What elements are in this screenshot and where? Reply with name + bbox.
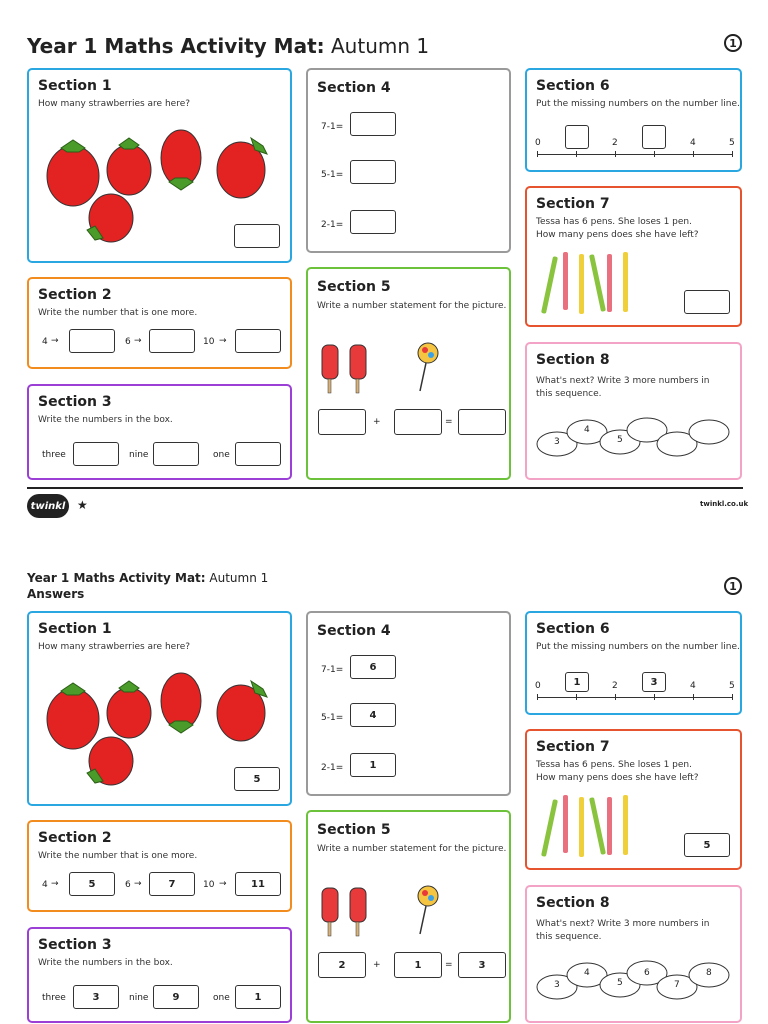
section6-title: Section 6 — [536, 621, 610, 637]
section3-answer-box[interactable] — [153, 442, 199, 466]
section7-question-line1: Tessa has 6 pens. She loses 1 pen. — [536, 217, 692, 227]
number-line-answer-box[interactable] — [565, 125, 589, 149]
number-line-label: 4 — [690, 138, 696, 148]
strawberry-icon — [217, 138, 267, 198]
pen-icon — [607, 254, 612, 312]
section7-question-line2: How many pens does she have left? — [536, 230, 699, 240]
section1-answer-box[interactable] — [234, 224, 280, 248]
ice-lolly-icon — [320, 884, 440, 944]
number-line — [537, 154, 733, 155]
number-line-answer: 1 — [565, 672, 589, 692]
section7-question-line1: Tessa has 6 pens. She loses 1 pen. — [536, 760, 692, 770]
pen-icon — [541, 256, 558, 314]
section2-question: Write the number that is one more. — [38, 851, 198, 861]
section3-title: Section 3 — [38, 394, 112, 410]
section8-title: Section 8 — [536, 895, 610, 911]
page-number-badge: 1 — [724, 34, 742, 52]
plus-sign: + — [373, 960, 381, 970]
pen-icon — [623, 252, 628, 312]
footer-url[interactable]: twinkl.co.uk — [700, 500, 749, 508]
section5-answer: 2 — [318, 952, 366, 978]
section5-title: Section 5 — [317, 279, 391, 295]
section3-answer: 1 — [235, 985, 281, 1009]
section3-word: one — [213, 993, 230, 1003]
sequence-number: 5 — [617, 978, 623, 988]
section1-title: Section 1 — [38, 621, 112, 637]
section2-number: 4 — [42, 337, 48, 347]
strawberry-icon — [107, 681, 151, 738]
pen-icon — [589, 797, 606, 855]
footer-divider — [27, 487, 743, 489]
number-line-label: 2 — [612, 681, 618, 691]
section2-title: Section 2 — [38, 830, 112, 846]
strawberry-icon — [107, 138, 151, 195]
strawberry-icon — [161, 130, 201, 190]
equals-sign: = — [445, 960, 453, 970]
section1-question: How many strawberries are here? — [38, 99, 191, 109]
section7-title: Section 7 — [536, 196, 610, 212]
section4-answer: 4 — [350, 703, 396, 727]
section4-title: Section 4 — [317, 80, 391, 96]
sequence-number: 4 — [584, 968, 590, 978]
section8-question — [536, 375, 710, 401]
pen-icon — [607, 797, 612, 855]
answers-section5-card — [306, 810, 511, 1023]
strawberry-icon — [47, 683, 99, 749]
section6-question: Put the missing numbers on the number line. — [536, 642, 740, 652]
section2-question: Write the number that is one more. — [38, 308, 198, 318]
section2-number: 10 — [203, 880, 215, 890]
strawberry-icon — [87, 194, 133, 242]
section3-answer: 9 — [153, 985, 199, 1009]
answers-page-number-badge: 1 — [724, 577, 742, 595]
answers-section8-card — [525, 885, 742, 1023]
answers-subtitle: Answers — [27, 587, 85, 601]
section1-title: Section 1 — [38, 78, 112, 94]
arrow-icon: → — [219, 879, 227, 889]
strawberry-icon — [87, 737, 133, 785]
section7-title: Section 7 — [536, 739, 610, 755]
section8-card — [525, 342, 742, 480]
section3-title: Section 3 — [38, 937, 112, 953]
section3-word: nine — [129, 450, 149, 460]
section2-number: 6 — [125, 880, 131, 890]
pen-icon — [541, 799, 558, 857]
section3-answer-box[interactable] — [73, 442, 119, 466]
answers-section7-card — [525, 729, 742, 870]
section2-number: 6 — [125, 337, 131, 347]
section6-card — [525, 68, 742, 172]
number-line-answer-box[interactable] — [642, 125, 666, 149]
mat-title-rest: Autumn 1 — [324, 34, 430, 58]
arrow-icon: → — [134, 336, 142, 346]
section8-question — [536, 918, 710, 944]
section4-card — [306, 68, 511, 253]
sequence-number: 3 — [554, 437, 560, 447]
pen-icon — [579, 797, 584, 857]
section5-answer-box[interactable] — [458, 409, 506, 435]
plus-sign: + — [373, 417, 381, 427]
section3-word: three — [42, 450, 66, 460]
section3-card — [27, 384, 292, 480]
sequence-answer: 6 — [644, 968, 650, 978]
section1-card — [27, 68, 292, 263]
section4-expression: 5-1= — [321, 713, 344, 723]
section5-question: Write a number statement for the picture. — [317, 844, 507, 854]
answers-section4-card — [306, 611, 511, 796]
star-icon: ★ — [77, 498, 88, 512]
section3-word: one — [213, 450, 230, 460]
section5-question: Write a number statement for the picture. — [317, 301, 507, 311]
strawberry-icon — [47, 140, 99, 206]
pen-icon — [579, 254, 584, 314]
number-line-label: 0 — [535, 681, 541, 691]
section2-title: Section 2 — [38, 287, 112, 303]
section4-answer: 6 — [350, 655, 396, 679]
answers-title-rest: Autumn 1 — [205, 571, 269, 585]
answers-section6-card — [525, 611, 742, 715]
section8-title: Section 8 — [536, 352, 610, 368]
mat-title-bold: Year 1 Maths Activity Mat: — [27, 34, 325, 58]
pen-icon — [589, 254, 606, 312]
section8-question-line1: What's next? Write 3 more numbers in — [536, 919, 710, 929]
answers-section1-card — [27, 611, 292, 806]
clouds-image — [535, 955, 735, 1005]
twinkl-logo: twinkl — [27, 494, 69, 518]
strawberry-icon — [161, 673, 201, 733]
ice-lolly-icon — [320, 341, 440, 401]
arrow-icon: → — [51, 336, 59, 346]
sequence-number: 4 — [584, 425, 590, 435]
section3-word: nine — [129, 993, 149, 1003]
section3-word: three — [42, 993, 66, 1003]
section4-answer-box[interactable] — [350, 160, 396, 184]
section2-card — [27, 277, 292, 369]
section5-answer: 3 — [458, 952, 506, 978]
equals-sign: = — [445, 417, 453, 427]
section2-number: 4 — [42, 880, 48, 890]
section4-expression: 5-1= — [321, 170, 344, 180]
section4-expression: 2-1= — [321, 220, 344, 230]
arrow-icon: → — [51, 879, 59, 889]
section7-question — [536, 216, 699, 242]
sequence-number: 3 — [554, 980, 560, 990]
section2-answer: 7 — [149, 872, 195, 896]
number-line-label: 2 — [612, 138, 618, 148]
section4-expression: 7-1= — [321, 665, 344, 675]
arrow-icon: → — [219, 336, 227, 346]
section4-answer-box[interactable] — [350, 210, 396, 234]
section3-answer: 3 — [73, 985, 119, 1009]
answers-section3-card — [27, 927, 292, 1023]
section7-question-line2: How many pens does she have left? — [536, 773, 699, 783]
section5-title: Section 5 — [317, 822, 391, 838]
section3-answer-box[interactable] — [235, 442, 281, 466]
section7-answer-box[interactable] — [684, 290, 730, 314]
section2-number: 10 — [203, 337, 215, 347]
sequence-number: 5 — [617, 435, 623, 445]
section1-question: How many strawberries are here? — [38, 642, 191, 652]
section5-answer-box[interactable] — [394, 409, 442, 435]
section7-card — [525, 186, 742, 327]
section2-answer: 5 — [69, 872, 115, 896]
clouds-image — [535, 412, 735, 462]
section2-answer-box[interactable] — [149, 329, 195, 353]
section4-answer-box[interactable] — [350, 112, 396, 136]
section1-answer: 5 — [234, 767, 280, 791]
number-line-label: 4 — [690, 681, 696, 691]
section2-answer-box[interactable] — [69, 329, 115, 353]
section8-question-line2: this sequence. — [536, 932, 602, 942]
section8-question-line2: this sequence. — [536, 389, 602, 399]
sequence-answer: 7 — [674, 980, 680, 990]
section2-answer: 11 — [235, 872, 281, 896]
section4-expression: 2-1= — [321, 763, 344, 773]
number-line — [537, 697, 733, 698]
number-line-label: 0 — [535, 138, 541, 148]
arrow-icon: → — [134, 879, 142, 889]
mat-title — [27, 34, 429, 58]
section6-question: Put the missing numbers on the number line. — [536, 99, 740, 109]
answers-title-bold: Year 1 Maths Activity Mat: — [27, 571, 206, 585]
answers-title — [27, 571, 268, 585]
section5-answer-box[interactable] — [318, 409, 366, 435]
number-line-answer: 3 — [642, 672, 666, 692]
section3-question: Write the numbers in the box. — [38, 415, 173, 425]
section5-card — [306, 267, 511, 480]
pen-icon — [563, 252, 568, 310]
section5-answer: 1 — [394, 952, 442, 978]
sequence-answer: 8 — [706, 968, 712, 978]
number-line-label: 5 — [729, 138, 735, 148]
section3-question: Write the numbers in the box. — [38, 958, 173, 968]
pen-icon — [563, 795, 568, 853]
section2-answer-box[interactable] — [235, 329, 281, 353]
strawberry-icon — [217, 681, 267, 741]
section4-expression: 7-1= — [321, 122, 344, 132]
pen-icon — [623, 795, 628, 855]
answers-section2-card — [27, 820, 292, 912]
section7-question — [536, 759, 699, 785]
number-line-label: 5 — [729, 681, 735, 691]
section8-question-line1: What's next? Write 3 more numbers in — [536, 376, 710, 386]
section4-answer: 1 — [350, 753, 396, 777]
section6-title: Section 6 — [536, 78, 610, 94]
section7-answer: 5 — [684, 833, 730, 857]
section4-title: Section 4 — [317, 623, 391, 639]
